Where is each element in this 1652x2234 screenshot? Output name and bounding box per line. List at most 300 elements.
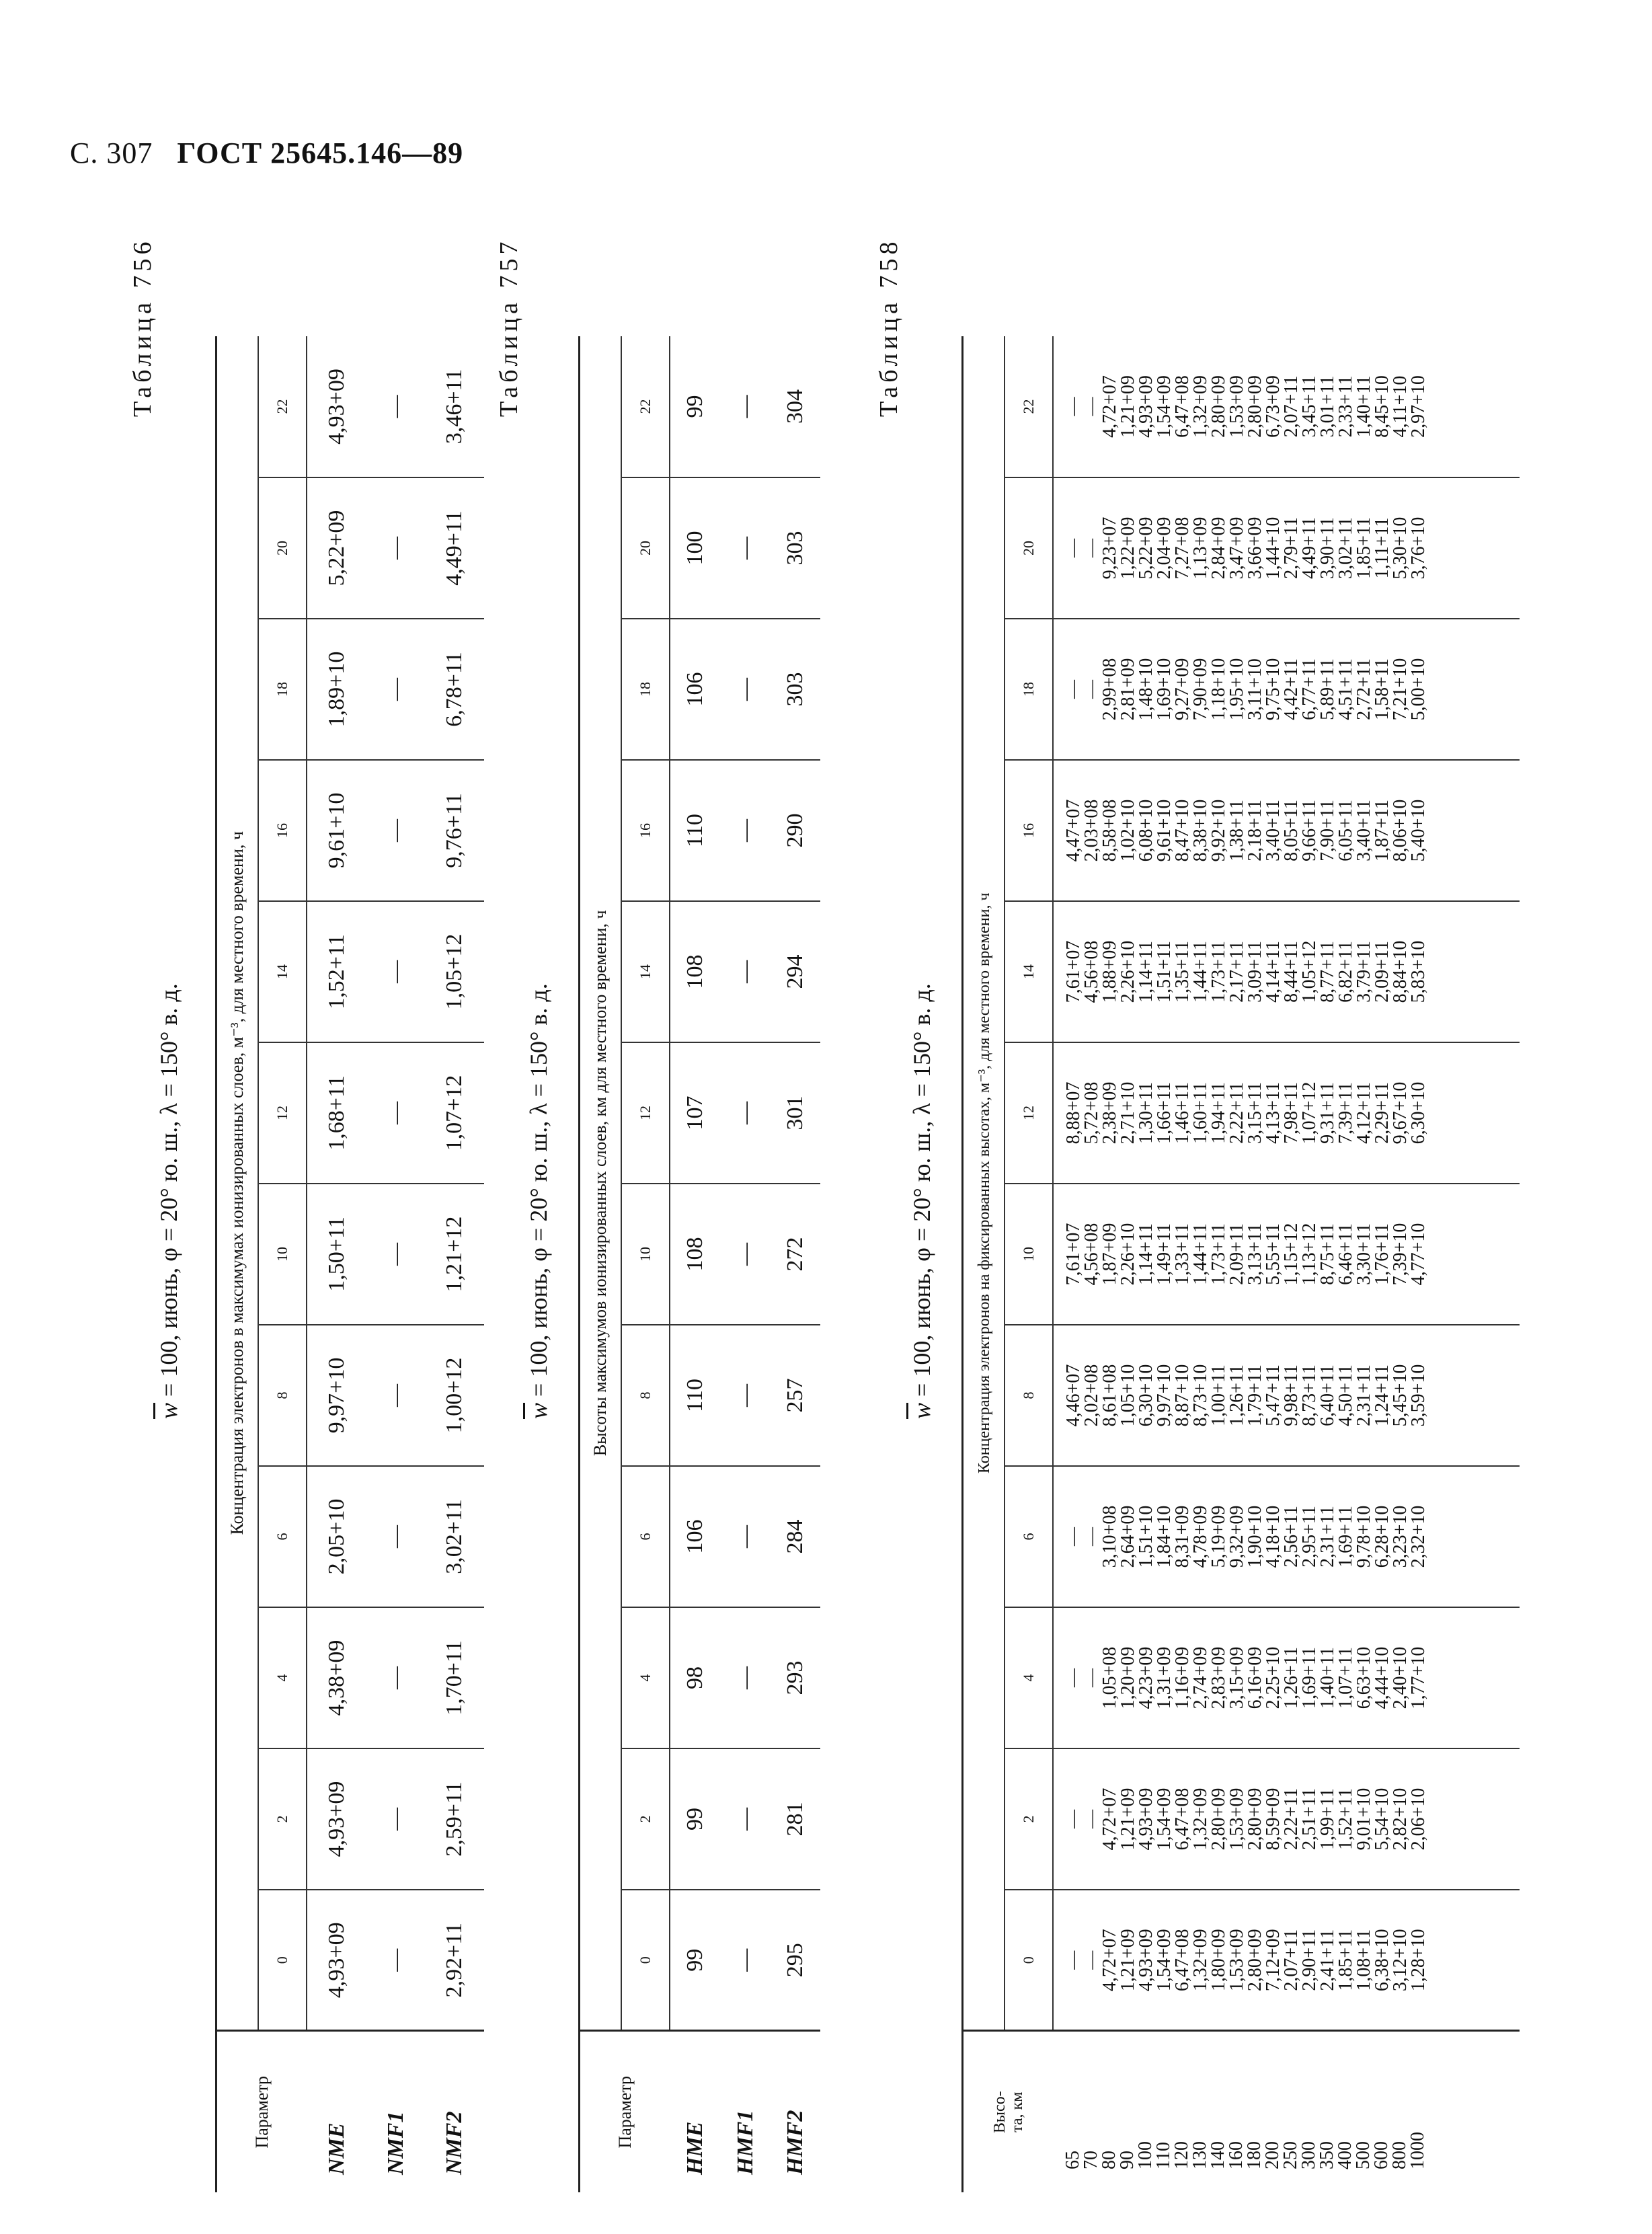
concentration-value: 6,47+08 (1172, 1787, 1193, 1851)
concentration-value: 3,76+10 (1408, 516, 1429, 580)
concentration-value: 1,20+09 (1117, 1646, 1138, 1709)
cell: 1,05+12 (426, 901, 484, 1042)
cell: 108 (670, 901, 721, 1042)
concentration-value: 1,84+10 (1154, 1505, 1175, 1568)
concentration-value: 2,26+10 (1117, 940, 1138, 1003)
concentration-value: 9,27+09 (1172, 658, 1193, 721)
concentration-value: — (1063, 1810, 1084, 1828)
concentration-value: 2,79+11 (1281, 517, 1302, 579)
concentration-value: 6,63+10 (1353, 1646, 1374, 1709)
cell: — (721, 1184, 771, 1325)
concentration-value: 1,69+11 (1299, 1647, 1320, 1709)
hour-header: 22 (258, 336, 307, 477)
concentration-value: 4,72+07 (1099, 1787, 1120, 1851)
height-value: 80 (1099, 2151, 1119, 2169)
concentration-value: 1,11+11 (1372, 517, 1392, 579)
concentration-value: 3,12+10 (1390, 1929, 1411, 1992)
value-column (1053, 1184, 1520, 1325)
cell: 1,52+11 (307, 901, 367, 1042)
concentration-value: 6,38+10 (1372, 1929, 1392, 1992)
concentration-value: 1,07+12 (1299, 1081, 1320, 1145)
cell: — (367, 336, 426, 477)
concentration-value: 6,08+10 (1136, 799, 1156, 862)
concentration-value: 6,30+10 (1136, 1364, 1156, 1427)
cell: 4,93+09 (307, 336, 367, 477)
concentration-value: 1,08+11 (1353, 1929, 1374, 1991)
concentration-value: 4,72+07 (1099, 1929, 1120, 1992)
cell: 5,22+09 (307, 477, 367, 619)
param-header: Параметр (217, 2031, 307, 2192)
height-value: 65 (1062, 2151, 1083, 2169)
concentration-value: 8,06+10 (1390, 799, 1411, 862)
table-row (721, 336, 771, 2192)
table-758-label: Таблица 758 (875, 237, 903, 417)
height-value: 120 (1171, 2141, 1192, 2169)
concentration-value: 2,64+09 (1117, 1505, 1138, 1568)
concentration-value: 4,93+09 (1136, 375, 1156, 438)
cell: 293 (771, 1607, 820, 1748)
concentration-value: 4,13+11 (1263, 1082, 1284, 1144)
cell: 9,61+10 (307, 760, 367, 901)
height-value: 140 (1208, 2141, 1228, 2169)
cell: 295 (771, 1890, 820, 2031)
cell: — (367, 760, 426, 901)
hour-header: 8 (621, 1325, 670, 1466)
concentration-value: 2,29+11 (1372, 1082, 1392, 1144)
concentration-value: — (1081, 1527, 1102, 1546)
concentration-value: 2,80+09 (1245, 1929, 1265, 1992)
height-column (1053, 2031, 1520, 2192)
concentration-value: 1,69+10 (1154, 658, 1175, 721)
cell: — (721, 1042, 771, 1184)
cell: 108 (670, 1184, 721, 1325)
concentration-value: 1,22+09 (1117, 516, 1138, 580)
value-column (1053, 901, 1520, 1042)
table-row (771, 336, 820, 2192)
hour-header-row (258, 336, 307, 2192)
row-label: NME (307, 2031, 367, 2192)
concentration-value: 4,49+11 (1299, 517, 1320, 579)
concentration-value: 1,54+09 (1154, 1787, 1175, 1851)
concentration-value: 4,78+09 (1190, 1505, 1211, 1568)
concentration-value: 2,90+11 (1299, 1929, 1320, 1991)
concentration-value: 1,13+12 (1299, 1223, 1320, 1286)
hour-header: 12 (621, 1042, 670, 1184)
height-value: 110 (1153, 2142, 1174, 2169)
concentration-value: 7,39+10 (1390, 1223, 1411, 1286)
height-value: 350 (1316, 2141, 1337, 2169)
concentration-value: 9,92+10 (1208, 799, 1229, 862)
hour-header-row (621, 336, 670, 2192)
concentration-value: 1,85+11 (1335, 1929, 1356, 1991)
concentration-value: — (1081, 680, 1102, 699)
table-757-label: Таблица 757 (495, 237, 523, 417)
concentration-value: 7,12+09 (1263, 1929, 1284, 1992)
concentration-value: 3,09+11 (1245, 941, 1265, 1003)
concentration-value: 2,25+10 (1263, 1646, 1284, 1709)
value-column (1053, 1890, 1520, 2031)
concentration-value: 1,07+11 (1335, 1647, 1356, 1709)
concentration-value: 2,06+10 (1408, 1787, 1429, 1851)
cell: — (367, 477, 426, 619)
concentration-value: 6,40+11 (1317, 1364, 1338, 1426)
cell: — (367, 1748, 426, 1890)
cell: 1,50+11 (307, 1184, 367, 1325)
concentration-value: 8,77+11 (1317, 941, 1338, 1003)
cell: 1,00+12 (426, 1325, 484, 1466)
height-value: 1000 (1407, 2132, 1428, 2169)
cell: — (367, 1042, 426, 1184)
concentration-value: 1,33+11 (1172, 1223, 1193, 1285)
concentration-value: 3,40+11 (1263, 800, 1284, 861)
concentration-value: 8,05+11 (1281, 800, 1302, 861)
concentration-value: 5,54+10 (1372, 1787, 1392, 1851)
height-header-line: та, км (1008, 2091, 1026, 2132)
concentration-value: 3,15+09 (1226, 1646, 1247, 1709)
concentration-value: 2,09+11 (1372, 941, 1392, 1003)
cell: — (721, 760, 771, 901)
concentration-value: 8,88+07 (1063, 1081, 1084, 1145)
table-757-title: $\overline{w} = 100$, июнь, φ = 20° ю. ш., λ = 150° в. д. (525, 983, 552, 1419)
concentration-value: 1,28+10 (1408, 1929, 1429, 1992)
concentration-value: 3,23+10 (1390, 1505, 1411, 1568)
concentration-value: 1,32+09 (1190, 1787, 1211, 1851)
value-column (1053, 1607, 1520, 1748)
concentration-value: 8,44+11 (1281, 941, 1302, 1003)
concentration-value: 7,61+07 (1063, 940, 1084, 1003)
concentration-value: 8,75+11 (1317, 1223, 1338, 1285)
concentration-value: 6,30+10 (1408, 1081, 1429, 1145)
concentration-value: 2,97+10 (1408, 375, 1429, 438)
table-758-title: $\overline{w} = 100$, июнь, φ = 20° ю. ш., λ = 150° в. д. (908, 983, 935, 1419)
concentration-value: 1,54+09 (1154, 375, 1175, 438)
concentration-value: 1,51+10 (1136, 1505, 1156, 1568)
cell: 1,68+11 (307, 1042, 367, 1184)
table-756-title: $\overline{w} = 100$, июнь, φ = 20° ю. ш., λ = 150° в. д. (155, 983, 182, 1419)
cell: — (721, 1748, 771, 1890)
concentration-value: 6,82+11 (1335, 941, 1356, 1003)
cell: — (721, 477, 771, 619)
cell: 3,46+11 (426, 336, 484, 477)
concentration-value: 9,66+11 (1299, 800, 1320, 861)
cell: — (721, 901, 771, 1042)
concentration-value: 1,05+08 (1099, 1646, 1120, 1709)
concentration-value: 4,18+10 (1263, 1505, 1284, 1568)
concentration-value: 1,24+11 (1372, 1364, 1392, 1426)
concentration-value: 9,75+10 (1263, 658, 1284, 721)
concentration-value: 4,77+10 (1408, 1223, 1429, 1286)
concentration-value: 4,93+09 (1136, 1787, 1156, 1851)
concentration-value: 8,47+10 (1172, 799, 1193, 862)
concentration-value: — (1063, 1668, 1084, 1687)
concentration-value: 9,61+10 (1154, 799, 1175, 862)
concentration-value: 9,67+10 (1390, 1081, 1411, 1145)
hour-header: 6 (1005, 1466, 1053, 1607)
cell: 294 (771, 901, 820, 1042)
concentration-value: 3,79+11 (1353, 941, 1374, 1003)
hour-header: 2 (258, 1748, 307, 1890)
cell: 98 (670, 1607, 721, 1748)
concentration-value: — (1081, 397, 1102, 416)
height-value: 500 (1353, 2141, 1374, 2169)
concentration-value: 4,14+11 (1263, 941, 1284, 1003)
concentration-value: 7,98+11 (1281, 1082, 1302, 1144)
cell: 99 (670, 1890, 721, 2031)
height-value: 160 (1226, 2141, 1247, 2169)
cell: — (367, 1607, 426, 1748)
concentration-value: 5,72+08 (1081, 1081, 1102, 1145)
cell: 1,21+12 (426, 1184, 484, 1325)
cell: — (367, 1890, 426, 2031)
cell: — (721, 1466, 771, 1607)
cell: 4,49+11 (426, 477, 484, 619)
concentration-value: 3,30+11 (1353, 1223, 1374, 1285)
concentration-value: 2,72+11 (1353, 658, 1374, 720)
concentration-value: — (1063, 397, 1084, 416)
hour-header: 4 (1005, 1607, 1053, 1748)
concentration-value: 1,49+11 (1154, 1223, 1175, 1285)
concentration-value: — (1081, 1668, 1102, 1687)
concentration-value: 2,74+09 (1190, 1646, 1211, 1709)
concentration-value: 9,23+07 (1099, 516, 1120, 580)
concentration-value: 2,38+09 (1099, 1081, 1120, 1145)
concentration-value: 2,80+09 (1245, 1787, 1265, 1851)
span-header: Концентрация электронов на фиксированных высотах, м⁻³, для местного времени, ч (963, 336, 1005, 2031)
table-757 (578, 336, 820, 2192)
concentration-value: 9,01+10 (1353, 1787, 1374, 1851)
table-row (426, 336, 484, 2192)
concentration-value: 2,07+11 (1281, 375, 1302, 438)
concentration-value: 1,13+09 (1190, 516, 1211, 580)
height-value: 300 (1298, 2141, 1319, 2169)
concentration-value: 1,90+10 (1245, 1505, 1265, 1568)
concentration-value: 1,73+11 (1208, 941, 1229, 1003)
concentration-value: 8,84+10 (1390, 940, 1411, 1003)
table-756 (215, 336, 484, 2192)
cell: 106 (670, 1466, 721, 1607)
concentration-value: 1,87+11 (1372, 800, 1392, 861)
concentration-value: 1,05+10 (1117, 1364, 1138, 1427)
height-value: 200 (1262, 2141, 1283, 2169)
concentration-value: 1,80+09 (1208, 1929, 1229, 1992)
concentration-value: 1,38+11 (1226, 800, 1247, 861)
concentration-value: 3,45+11 (1299, 375, 1320, 438)
hour-header: 14 (258, 901, 307, 1042)
cell: 281 (771, 1748, 820, 1890)
row-label: HMF2 (771, 2031, 820, 2192)
concentration-value: 1,46+11 (1172, 1082, 1193, 1144)
concentration-value: 9,97+10 (1154, 1364, 1175, 1427)
hour-header: 4 (621, 1607, 670, 1748)
concentration-value: 8,73+10 (1190, 1364, 1211, 1427)
cell: 4,93+09 (307, 1748, 367, 1890)
concentration-value: 4,51+11 (1335, 658, 1356, 720)
concentration-value: 1,05+12 (1299, 940, 1320, 1003)
hour-header: 8 (1005, 1325, 1053, 1466)
concentration-value: 2,56+11 (1281, 1506, 1302, 1568)
concentration-value: 3,40+11 (1353, 800, 1374, 861)
concentration-value: 1,85+11 (1353, 517, 1374, 579)
concentration-value: 3,13+11 (1245, 1223, 1265, 1285)
hour-header: 16 (621, 760, 670, 901)
value-column (1053, 1466, 1520, 1607)
concentration-value: 5,47+11 (1263, 1364, 1284, 1426)
concentration-value: — (1063, 1527, 1084, 1546)
span-header: Высоты максимумов ионизированных слоев, км для местного времени, ч (580, 336, 622, 2031)
cell: 1,89+10 (307, 619, 367, 760)
concentration-value: 6,46+11 (1335, 1223, 1356, 1285)
concentration-value: 5,00+10 (1408, 658, 1429, 721)
concentration-value: 1,32+09 (1190, 375, 1211, 438)
concentration-value: 1,44+11 (1190, 1223, 1211, 1285)
height-value: 100 (1135, 2141, 1156, 2169)
cell: — (721, 336, 771, 477)
concentration-value: 2,22+11 (1281, 1788, 1302, 1850)
concentration-value: 5,83+10 (1408, 940, 1429, 1003)
concentration-value: 6,05+11 (1335, 800, 1356, 861)
concentration-value: 1,30+11 (1136, 1082, 1156, 1144)
concentration-value: 1,40+11 (1317, 1647, 1338, 1709)
hour-header-row (1005, 336, 1053, 2192)
concentration-value: 8,61+08 (1099, 1364, 1120, 1427)
concentration-value: 2,51+11 (1299, 1788, 1320, 1850)
concentration-value: 4,44+10 (1372, 1646, 1392, 1709)
concentration-value: 2,40+10 (1390, 1646, 1411, 1709)
concentration-value: 2,07+11 (1281, 1929, 1302, 1991)
height-header-line: Высо- (990, 2091, 1009, 2134)
value-column (1053, 1042, 1520, 1184)
concentration-value: 4,42+11 (1281, 658, 1302, 720)
concentration-value: 1,53+09 (1226, 375, 1247, 438)
concentration-value: 1,53+09 (1226, 1929, 1247, 1992)
concentration-value: 8,38+10 (1190, 799, 1211, 862)
concentration-value: 8,59+09 (1263, 1787, 1284, 1851)
concentration-value: 1,00+11 (1208, 1364, 1229, 1426)
concentration-value: 2,26+10 (1117, 1223, 1138, 1286)
concentration-value: 1,58+11 (1372, 658, 1392, 720)
concentration-value: 1,21+09 (1117, 375, 1138, 438)
concentration-value: 2,82+10 (1390, 1787, 1411, 1851)
concentration-value: 9,78+10 (1353, 1505, 1374, 1568)
hour-header: 18 (258, 619, 307, 760)
hour-header: 10 (621, 1184, 670, 1325)
concentration-value: 1,40+11 (1353, 375, 1374, 438)
concentration-value: — (1063, 1950, 1084, 1970)
hour-header: 2 (1005, 1748, 1053, 1890)
concentration-value: 1,44+11 (1190, 941, 1211, 1003)
concentration-value: 5,45+10 (1390, 1364, 1411, 1427)
table-row (670, 336, 721, 2192)
hour-header: 10 (1005, 1184, 1053, 1325)
concentration-value: 5,40+10 (1408, 799, 1429, 862)
table-row (307, 336, 367, 2192)
concentration-value: — (1063, 539, 1084, 557)
cell: — (367, 1466, 426, 1607)
hour-header: 20 (258, 477, 307, 619)
concentration-value: 2,99+08 (1099, 658, 1120, 721)
concentration-value: 1,14+11 (1136, 941, 1156, 1003)
hour-header: 0 (1005, 1890, 1053, 2031)
concentration-value: 2,03+08 (1081, 799, 1102, 862)
concentration-value: 8,58+08 (1099, 799, 1120, 862)
concentration-value: 8,31+09 (1172, 1505, 1193, 1568)
concentration-value: 4,47+07 (1063, 799, 1084, 862)
height-value: 70 (1080, 2151, 1101, 2169)
concentration-value: 2,04+09 (1154, 516, 1175, 580)
concentration-value: 2,71+10 (1117, 1081, 1138, 1145)
concentration-value: 1,87+09 (1099, 1223, 1120, 1286)
hour-header: 12 (1005, 1042, 1053, 1184)
concentration-value: 1,79+11 (1245, 1364, 1265, 1426)
concentration-value: 4,11+10 (1390, 375, 1411, 438)
concentration-value: 7,90+11 (1317, 800, 1338, 861)
table-758 (961, 336, 1520, 2192)
concentration-value: 3,11+10 (1245, 658, 1265, 720)
concentration-value: 6,47+08 (1172, 1929, 1193, 1992)
concentration-value: 8,87+10 (1172, 1364, 1193, 1427)
hour-header: 12 (258, 1042, 307, 1184)
concentration-value: 3,15+11 (1245, 1082, 1265, 1144)
cell: 1,70+11 (426, 1607, 484, 1748)
concentration-value: 2,17+11 (1226, 941, 1247, 1003)
concentration-value: 4,56+08 (1081, 1223, 1102, 1286)
concentration-value: 1,95+10 (1226, 658, 1247, 721)
concentration-value: 1,48+10 (1136, 658, 1156, 721)
cell: — (721, 619, 771, 760)
hour-header: 20 (1005, 477, 1053, 619)
hour-header: 6 (621, 1466, 670, 1607)
concentration-value: 9,32+09 (1226, 1505, 1247, 1568)
value-column (1053, 619, 1520, 760)
value-column (1053, 336, 1520, 477)
concentration-value: 1,52+11 (1335, 1788, 1356, 1850)
concentration-value: 2,32+10 (1408, 1505, 1429, 1568)
cell: 1,07+12 (426, 1042, 484, 1184)
concentration-value: 7,39+11 (1335, 1082, 1356, 1144)
concentration-value: 3,10+08 (1099, 1505, 1120, 1568)
cell: — (721, 1325, 771, 1466)
concentration-value: 6,73+09 (1263, 375, 1284, 438)
concentration-value: 1,21+09 (1117, 1929, 1138, 1992)
value-column (1053, 477, 1520, 619)
concentration-value: 2,81+09 (1117, 658, 1138, 721)
concentration-value: 1,02+10 (1117, 799, 1138, 862)
concentration-value: 7,21+10 (1390, 658, 1411, 721)
hour-header: 2 (621, 1748, 670, 1890)
cell: — (367, 901, 426, 1042)
cell: — (367, 1184, 426, 1325)
concentration-value: 2,80+09 (1208, 1787, 1229, 1851)
concentration-value: 2,31+11 (1353, 1364, 1374, 1426)
cell: 304 (771, 336, 820, 477)
concentration-value: 1,32+09 (1190, 1929, 1211, 1992)
concentration-value: 4,12+11 (1353, 1082, 1374, 1144)
concentration-value: 1,73+11 (1208, 1223, 1229, 1285)
height-value: 400 (1335, 2141, 1355, 2169)
concentration-value: 1,21+09 (1117, 1787, 1138, 1851)
concentration-value: 1,16+09 (1172, 1646, 1193, 1709)
cell: 100 (670, 477, 721, 619)
concentration-value: 1,60+11 (1190, 1082, 1211, 1144)
concentration-value: 2,33+11 (1335, 375, 1356, 438)
cell: 2,59+11 (426, 1748, 484, 1890)
concentration-value: 2,84+09 (1208, 516, 1229, 580)
hour-header: 0 (258, 1890, 307, 2031)
page-header (70, 136, 463, 170)
cell: — (721, 1890, 771, 2031)
concentration-value: 1,14+11 (1136, 1223, 1156, 1285)
concentration-value: 9,31+11 (1317, 1082, 1338, 1144)
